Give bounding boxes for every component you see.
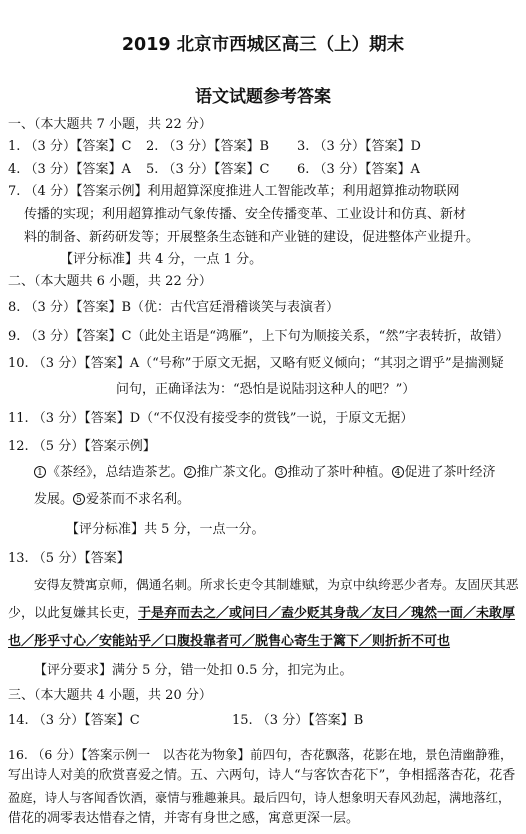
answer-line: 14. （3 分）【答案】C bbox=[8, 713, 140, 728]
answer-line bbox=[8, 606, 515, 622]
answer-line: 8. （3 分）【答案】B（优：古代宫廷滑稽谈笑与表演者） bbox=[8, 300, 339, 315]
answer-line: 安得友赞寓京师，偶通名刺。所求长吏令其制雄赋，为京中纨绔恶少者寿。友固厌其恶 bbox=[34, 578, 519, 593]
answer-line: 写出诗人对美的欣赏喜爱之情。五、六两句，诗人“与客饮杏花下”，争相摇落杏花，花香 bbox=[8, 768, 516, 783]
answer-line: 3. （3 分）【答案】D bbox=[297, 139, 421, 154]
answer-line: 16. （6 分）【答案示例一 以杏花为物象】前四句，杏花飘落，花影在地，景色清幽静雅， bbox=[8, 747, 513, 762]
answer-line: 5. （3 分）【答案】C bbox=[146, 162, 270, 177]
answer-line: 盈庭，诗人与客闻香饮酒，豪情与雅趣兼具。最后四句，诗人想象明天春风劲起，满地落红， bbox=[8, 791, 511, 805]
punctuated-answer: 于是弃而去之／或问曰／盍少贬其身哉／友曰／瑰然一面／未敢厚 bbox=[138, 606, 516, 621]
answer-point: 推动了茶叶种植。 bbox=[287, 465, 392, 480]
answer-line: 7. （4 分）【答案示例】利用超算深度推进人工智能改革；利用超算推动物联网 bbox=[8, 184, 460, 199]
answer-line: 传播的实现；利用超算推动气象传播、安全传播变革、工业设计和仿真、新材 bbox=[24, 207, 467, 222]
circled-number: 4 bbox=[392, 466, 404, 478]
answer-line: 借花的凋零表达惜春之情，并寄有身世之感，寓意更深一层。 bbox=[8, 811, 360, 826]
answer-line: 11. （3 分）【答案】D（“不仅没有接受李的赏钱”一说，于原文无据） bbox=[8, 411, 414, 426]
answer-text: 少，以此复嫌其长吏， bbox=[8, 606, 139, 621]
circled-number: 1 bbox=[34, 466, 46, 478]
answer-point: 《茶经》，总结造茶艺。 bbox=[47, 465, 184, 480]
section-heading: 二、（本大题共 6 小题，共 22 分） bbox=[8, 274, 212, 289]
answer-line: 10. （3 分）【答案】A（“号称”于原文无据，又略有贬义倾向；“其羽之谓乎”是揣测疑 bbox=[8, 356, 504, 371]
punctuated-answer: 也／彤乎寸心／安能站乎／口腹投靠者可／脱售心寄生于篱下／则折折不可也 bbox=[8, 634, 451, 649]
answer-line: 问句，正确译法为：“恐怕是说陆羽这种人的吧？”） bbox=[116, 382, 416, 397]
scoring-note: 【评分要求】满分 5 分，错一处扣 0.5 分，扣完为止。 bbox=[34, 663, 353, 678]
answer-line: 6. （3 分）【答案】A bbox=[297, 162, 420, 177]
section-heading: 一、（本大题共 7 小题，共 22 分） bbox=[8, 117, 212, 132]
answer-point: 发展。 bbox=[34, 492, 74, 507]
answer-line: 13. （5 分）【答案】 bbox=[8, 551, 130, 566]
scoring-note: 【评分标准】共 4 分，一点 1 分。 bbox=[60, 252, 263, 267]
scoring-note: 【评分标准】共 5 分，一点一分。 bbox=[66, 522, 265, 537]
answer-line bbox=[34, 492, 190, 508]
answer-point: 推广茶文化。 bbox=[196, 465, 275, 480]
answer-line: 1. （3 分）【答案】C bbox=[8, 139, 132, 154]
answer-line: 12. （5 分）【答案示例】 bbox=[8, 439, 156, 454]
circled-number: 3 bbox=[275, 466, 287, 478]
answer-line: 料的制备、新药研发等；开展整条生态链和产业链的建设，促进整体产业提升。 bbox=[24, 230, 480, 245]
answer-point: 促进了茶叶经济 bbox=[404, 465, 496, 480]
circled-number: 2 bbox=[184, 466, 196, 478]
answer-point: 爱茶而不求名利。 bbox=[86, 492, 191, 507]
answer-line: 2. （3 分）【答案】B bbox=[146, 139, 269, 154]
page-title: 2019 北京市西城区高三（上）期末 bbox=[121, 35, 405, 55]
answer-line: 15. （3 分）【答案】B bbox=[232, 713, 364, 728]
answer-line: 4. （3 分）【答案】A bbox=[8, 162, 131, 177]
answer-line: 9. （3 分）【答案】C（此处主语是“鸿雁”，上下句为顺接关系，“然”字表转折，故错） bbox=[8, 329, 509, 344]
page-subtitle: 语文试题参考答案 bbox=[195, 87, 331, 107]
circled-number: 5 bbox=[73, 493, 85, 505]
section-heading: 三、（本大题共 4 小题，共 20 分） bbox=[8, 688, 212, 703]
answer-line bbox=[34, 465, 496, 481]
